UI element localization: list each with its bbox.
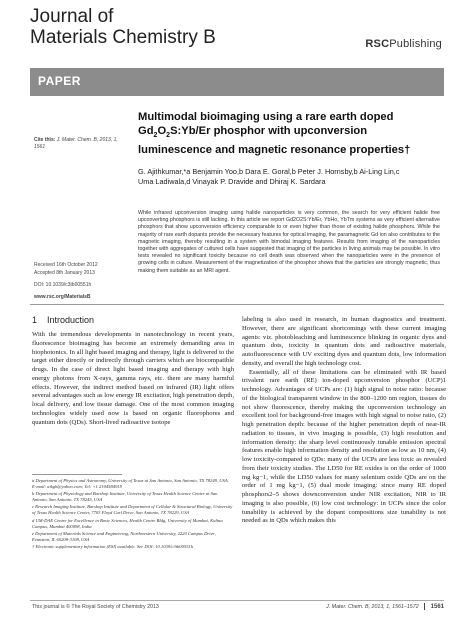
affiliations <box>32 478 234 551</box>
publisher-rsc: RSC <box>365 38 390 50</box>
page-number: 1561 <box>430 603 444 610</box>
footnote: a Department of Physics and Astronomy, University of Texas at San Antonio, San Antonio, TX 78249, USA. E-mail: aikgh@yahoo.com; Tel: +1 2104584919 <box>32 478 229 490</box>
section-heading <box>32 315 94 325</box>
title-line1: Multimodal bioimaging using a rare earth doped <box>138 111 394 123</box>
journal-title <box>30 6 216 48</box>
section-title: Introduction <box>47 315 95 325</box>
publisher-publishing: Publishing <box>389 38 442 50</box>
footnote: b Department of Physiology and Barshop Institute, University of Texas Health Science Center at San Antonio, San Antonio, TX 78245, USA <box>32 491 218 503</box>
accepted-date: Accepted 8th January 2013 <box>34 270 95 276</box>
footer-citation <box>326 603 444 610</box>
section-banner-label: PAPER <box>38 74 81 88</box>
footer-copyright: This journal is © The Royal Society of Chemistry 2013 <box>32 604 159 610</box>
abstract: While infrared upconversion imaging using halide nanoparticles is very common, the search for very efficient halide free upconverting phosphors is still lacking. In this article we report Gd2O2S:Yb/Er, YbHo, YbTm systems as very efficient alternative phosphors that show upconversion efficiency comparable to or even higher than those of existing halide phosphors. While the majority of rare earth dopants provide the necessary features for optical imaging, the paramagnetic Gd ion also contributes to the magnetic imaging, thereby resulting in a system with bimodal imaging features. Results from imaging of the nanoparticles together with aggregates of cultured cells have suggested that imaging of the particles in living animals may be possible. In vitro tests revealed no significant toxicity because no cell death was observed when the nanoparticles were in the presence of growing cells in culture. Measurement of the magnetization of the phosphor shows that the particles are strongly magnetic, thus making them suitable as an MRI agent. <box>138 210 440 274</box>
footnote: c Research Imaging Institute, Barshop Institute and Department of Cellular & Structural Biology, University of Texas Health Science Center, 7703 Floyd Curl Drive, San Antonio, TX 78229, USA <box>32 504 233 516</box>
section-number: 1 <box>32 315 38 325</box>
journal-title-line1: Journal of <box>30 6 114 27</box>
body-column-left <box>32 331 234 427</box>
footnote: d UM-DAE Centre for Excellence in Basic Sciences, Health Centre Bldg, University of Mumbai, Kalina Campus, Mumbai 400098, India <box>32 517 223 529</box>
authors-line2: Uma Ladiwala,d Vinayak P. Dravide and Dhiraj K. Sardara <box>138 177 326 186</box>
cite-ref: J. Mater. Chem. B, 2013, 1, 1561 <box>34 137 118 150</box>
body-paragraph: Essentially, all of these limitations can be eliminated with IR based trivalent rare earth (RE) ion-doped upconversion phosphor (UCP)1 technology. Advantages of UCPs are: (1) high signal to noise ratio: because of the biological transparent window in the 800–1200 nm region, tissues do not show fluorescence, thereby making the upconversion technology an excellent tool for background-free images with high signal to noise ratio, (2) high penetration depth: because of the higher penetration depth of near-IR radiation to tissues, in vivo imaging is possible, (3) high resolution and information density: the sharp level continuously tunable emission spectral features enable high information density and resolution as low as 10 nm, (4) low toxicity-compared to QDs: many of the UCPs are less toxic as revealed from their toxicity studies. The LD50 for RE oxides is on the order of 1000 mg kg−1, while the LD50 values for many selenium oxide QDs are on the order of 1 mg kg−1, (5) dual mode imaging: since many RE doped phosphors2–5 shows downconversion under NIR excitation, NIR to IR imaging is also possible, (6) low cost technology: in UCPs since the color tunability is achieved by the dopant compositions size tunability is not needed as in QDs which makes this <box>242 368 446 525</box>
footer-separator <box>424 603 425 610</box>
journal-title-line2: Materials Chemistry B <box>30 27 216 48</box>
article-title <box>138 110 438 157</box>
citation-block <box>34 137 120 151</box>
cite-prefix: Cite this: <box>34 137 56 143</box>
author-list <box>138 167 438 187</box>
footer-divider <box>30 600 444 601</box>
section-banner <box>30 68 444 96</box>
footer-ref: J. Mater. Chem. B, 2013, 1, 1561–1572 <box>326 603 419 610</box>
journal-url[interactable]: www.rsc.org/MaterialsB <box>34 294 91 300</box>
body-paragraph: With the tremendous developments in nanotechnology in recent years, fluorescence bioimaging has become an extremely demanding area in biophotonics. In all light based imaging and therapy, light is delivered to the target either directly or indirectly through carriers which are biocompatible drugs. In the case of direct light based imaging and therapy with high energy photons from X-rays, gamma rays, etc. there are many harmful effects. However, the indirect method based on infrared (IR) light offers several advantages such as low energy IR excitation, high penetration depth, local delivery, and low tissue damage. One of the most common imaging technologies widely used now is based on organic fluorophores and quantum dots (QDs). Short-lived radioactive isotope <box>32 331 234 426</box>
article-meta <box>34 261 120 301</box>
received-date: Received 16th October 2012 <box>34 262 98 268</box>
footnote: † Electronic supplementary information (ESI) available. See DOI: 10.1039/c3tb00551h <box>32 543 194 549</box>
body-column-right <box>242 316 446 526</box>
footnote-divider <box>32 474 122 475</box>
title-line2: $Gd_2O_2S:Yb/Er$ phosphor with upconversion <box>138 125 368 140</box>
doi[interactable]: DOI: 10.1039/c3tb00551h <box>34 282 92 288</box>
title-line3: luminescence and magnetic resonance properties† <box>138 144 411 157</box>
publisher-logo <box>365 38 442 50</box>
footnote: e Department of Materials Science and Engineering, Northwestern University, 2220 Campus Drive, Evanston, IL 60208-3108, USA <box>32 530 216 542</box>
divider <box>30 304 444 305</box>
body-paragraph: labeling is also used in research, in human diagnostics and treatment. However, there are significant shortcomings with these current imaging agents: viz. photobleaching and luminescence blinking in organic dyes and quantum dots, toxicity in quantum dots and radioactive materials, autofluorescence with UV exciting dyes and quantum dots, low information density, and overall the high technology cost. <box>242 316 446 367</box>
authors-line1: G. Ajithkumar,*a Benjamin Yoo,b Dara E. Goral,b Peter J. Hornsby,b Ai-Ling Lin,c <box>138 167 400 176</box>
